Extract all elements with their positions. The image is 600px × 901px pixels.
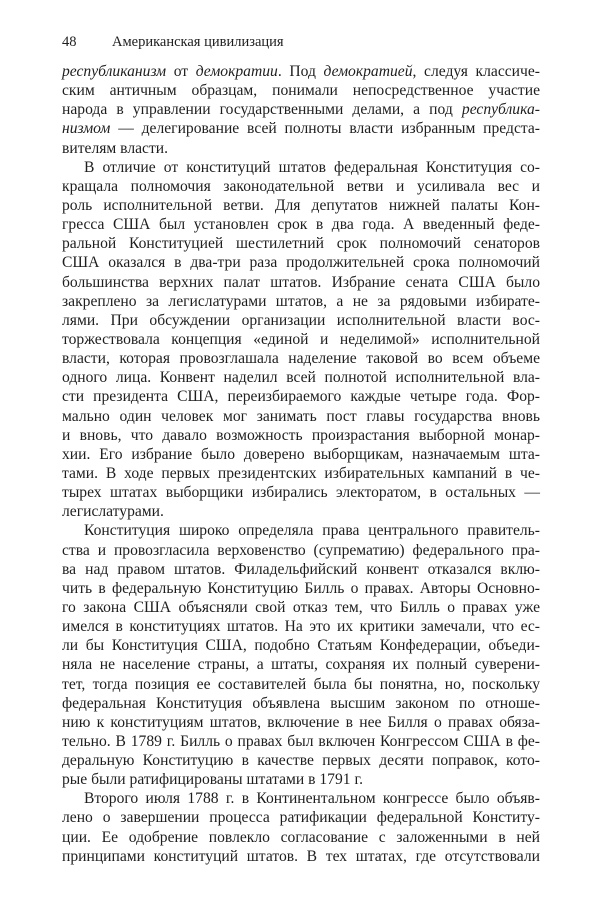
text-segment: ции. Ее одобрение повлекло согласование с заложенными в ней [62,828,540,846]
text-line [62,426,540,445]
text-line [62,177,540,196]
italic-term: демократии [195,63,278,80]
text-line [62,234,540,253]
text-line [62,847,540,866]
text-segment: лено о завершении процесса ратификации федеральной Конститу- [62,809,540,827]
text-segment: ства и провозгласила верховенство (супрематию) федерального пра- [62,541,540,559]
text-segment: нию к конституциям штатов, включение в нее Билля о правах обяза- [62,713,540,731]
text-line [62,808,540,827]
text-line [62,751,540,770]
text-line [62,368,540,387]
text-segment: ским античным образцам, понимали непосредственное участие [62,82,540,100]
text-line [62,789,540,808]
text-line [62,732,540,751]
text-segment: лями. При обсуждении организации исполнительной власти вос- [62,311,540,329]
text-segment: большинства верхних палат штатов. Избрание сената США было [62,273,540,291]
text-line [62,521,540,540]
text-segment: закреплено за легислатурами штатов, а не за рядовыми избирате- [62,292,540,310]
text-line [62,598,540,617]
paragraph [62,521,540,789]
italic-term: республиканизм [62,63,167,80]
text-segment: США оказался в два-три раза продолжительней срока полномочий [62,254,540,272]
text-segment: принципами конституций штатов. В тех штатах, где отсутствовали [62,847,540,865]
text-segment: власти, которая провозглашала наделение таковой во всем объеме [62,350,540,368]
text-segment: Конституция широко определяла права центрального правитель- [84,522,540,540]
text-line [62,253,540,272]
text-line [62,139,540,158]
text-line [62,828,540,847]
text-line [62,62,540,81]
text-line [62,196,540,215]
page-number: 48 [62,34,77,50]
text-segment: тырех штатах выборщики избирались электоратом, в остальных — [62,484,540,502]
text-line [62,560,540,579]
text-segment: ли бы Конституция США, подобно Статьям Конфедерации, объеди- [62,637,540,655]
text-line [62,158,540,177]
text-segment: от [166,63,196,80]
italic-term: демократией [323,63,413,80]
text-line [62,541,540,560]
text-segment: няла не население страны, а штаты, сохраняя их полный суверени- [62,656,540,674]
text-line [62,694,540,713]
text-line [62,215,540,234]
text-segment: сти президента США, переизбираемого каждые четыре года. Фор- [62,388,540,406]
paragraph [62,158,540,522]
text-segment: кращала полномочия законодательной ветви и усиливала вес и [62,177,540,195]
text-line [62,713,540,732]
text-segment: — делегирование всей полноты власти избранным предста- [110,120,540,138]
text-segment: народа в управлении государственными делами, а под [62,101,462,119]
text-segment: чить в федеральную Конституцию Билль о правах. Авторы Основно- [62,579,540,597]
text-line [62,636,540,655]
text-line [62,655,540,674]
text-segment: торжествовала концепция «единой и неделимой» исполнительной [62,330,540,348]
running-title: Американская цивилизация [112,34,284,50]
text-line [62,311,540,330]
text-segment: мально один человек мог занимать пост главы государства вновь [62,407,540,425]
text-line [62,387,540,406]
text-segment: и вновь, что давало возможность произрастания выборной монар- [62,426,540,444]
text-line [62,407,540,426]
text-segment: деральную Конституцию в качестве первых десяти поправок, кото- [62,752,540,770]
text-segment: тами. В ходе первых президентских избирательных кампаний в че- [62,464,540,482]
text-line [62,81,540,100]
text-segment: роль исполнительной ветви. Для депутатов нижней палаты Кон- [62,196,540,214]
text-segment: вителям власти. [62,139,169,157]
text-line [62,502,540,521]
italic-term: низмом [62,120,111,138]
text-line [62,445,540,464]
text-line [62,675,540,694]
text-line [62,349,540,368]
text-line [62,483,540,502]
text-segment: федеральная Конституция объявлена высшим законом по отноше- [62,694,540,712]
text-line [62,464,540,483]
text-line [62,100,540,119]
text-segment: В отличие от конституций штатов федеральная Конституция со- [84,158,540,176]
text-line [62,617,540,636]
text-segment: тельно. В 1789 г. Билль о правах был включен Конгрессом США в фе- [62,732,540,750]
text-segment: , следуя классиче- [412,63,540,80]
text-segment: имелся в конституциях штатов. На это их критики замечали, что ес- [62,618,540,636]
italic-term: республика- [461,101,540,119]
text-line [62,770,540,789]
text-line [62,579,540,598]
text-segment: го закона США объясняли свой отказ тем, что Билль о правах уже [62,598,540,616]
paragraph [62,62,540,158]
text-segment: Второго июля 1788 г. в Континентальном конгрессе было объяв- [84,790,540,808]
text-segment: тет, тогда позиция ее составителей была бы понятна, но, поскольку [62,675,540,693]
text-line [62,292,540,311]
text-line [62,330,540,349]
paragraph [62,789,540,866]
text-segment: . Под [277,63,324,80]
body-text [62,62,540,866]
text-segment: ва над правом штатов. Филадельфийский конвент отказался вклю- [62,560,540,578]
text-segment: легислатурами. [62,503,164,521]
text-line [62,119,540,138]
text-segment: хии. Его избрание было доверено выборщикам, назначаемым шта- [62,445,540,463]
text-segment: ральной Конституцией шестилетний срок полномочий сенаторов [62,235,540,253]
text-segment: гресса США был установлен срок в два года. А введенный феде- [62,216,540,234]
text-segment: рые были ратифицированы штатами в 1791 г. [62,771,363,789]
text-segment: одного лица. Конвент наделил всей полнотой исполнительной вла- [62,369,540,387]
text-line [62,273,540,292]
